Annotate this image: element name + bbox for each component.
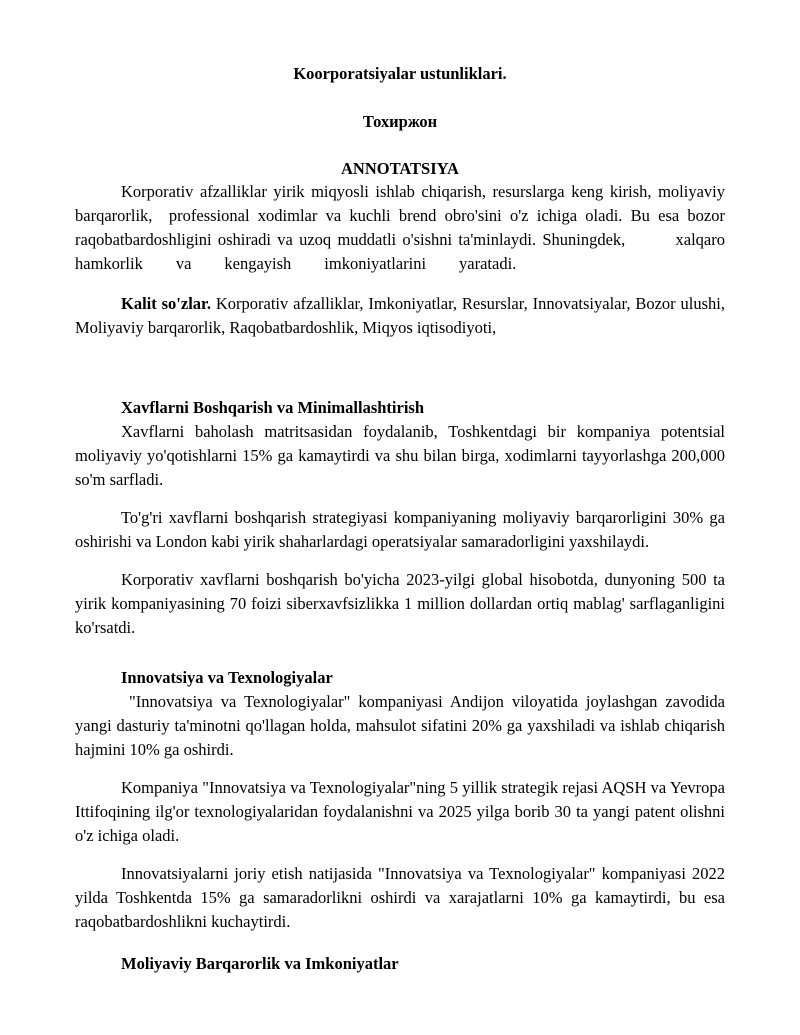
section-heading-risk: Xavflarni Boshqarish va Minimallashtirish: [121, 398, 425, 417]
section-innovation-paragraph-3: Innovatsiyalarni joriy etish natijasida "Innovatsiya va Texnologiyalar" kompaniyasi 2022 yilda Toshkentda 15% ga samaradorlikni oshirdi va xarajatlarni 10% ga kamaytirdi, bu esa raqobatbardoshlikni kuchaytirdi.: [75, 864, 725, 931]
section-innovation-paragraph-1: "Innovatsiya va Texnologiyalar" kompaniyasi Andijon viloyatida joylashgan zavodida yangi dasturiy ta'minotni qo'llagan holda, mahsulot sifatini 20% ga yaxshiladi va ishlab chiqarish hajmini 10% ga oshirdi.: [75, 692, 730, 759]
document-page: [75, 62, 758, 976]
section-risk-paragraph-2: To'g'ri xavflarni boshqarish strategiyasi kompaniyaning moliyaviy barqarorligini 30% ga oshirishi va London kabi yirik shaharlardagi operatsiyalar samaradorligini yaxshilaydi.: [75, 508, 725, 551]
annotation-heading: ANNOTATSIYA: [341, 159, 459, 178]
section-risk-paragraph-3: Korporativ xavflarni boshqarish bo'yicha 2023-yilgi global hisobotda, dunyoning 500 ta yirik kompaniyasining 70 foizi siberxavfsizlikka 1 million dollardan ortiq mablag' sarflaganligini ko'rsatdi.: [75, 570, 725, 637]
keywords-label: Kalit so'zlar.: [121, 294, 211, 313]
section-heading-innovation: Innovatsiya va Texnologiyalar: [121, 668, 333, 687]
section-risk-paragraph-1: Xavflarni baholash matritsasidan foydalanib, Toshkentdagi bir kompaniya potentsial moliyaviy yo'qotishlarni 15% ga kamaytirdi va shu bilan birga, xodimlarni tayyorlashga 200,000 so'm sarfladi.: [75, 422, 725, 489]
section-innovation-paragraph-2: Kompaniya "Innovatsiya va Texnologiyalar"ning 5 yillik strategik rejasi AQSH va Yevropa Ittifoqining ilg'or texnologiyalaridan foydalanishni va 2025 yilga borib 30 ta yangi patent olishni o'z ichiga oladi.: [75, 778, 725, 845]
section-heading-finance: Moliyaviy Barqarorlik va Imkoniyatlar: [121, 954, 399, 973]
keywords-text: Korporativ afzalliklar, Imkoniyatlar, Resurslar, Innovatsiyalar, Bozor ulushi, Moliyaviy barqarorlik, Raqobatbardoshlik, Miqyos iqtisodiyoti,: [75, 294, 725, 337]
keywords-paragraph: [75, 292, 725, 340]
annotation-text: Korporativ afzalliklar yirik miqyosli ishlab chiqarish, resurslarga keng kirish, moliyaviy barqarorlik, professional xodimlar va kuchli brend obro'sini o'z ichiga oladi. Bu esa bozor raqobatbardoshligini oshiradi va uzoq muddatli o'sishni ta'minlaydi. Shuningdek, xalqaro hamkorlik va kengayish imkoniyatlarini yaratadi.: [75, 182, 758, 273]
document-title: Koorporatsiyalar ustunliklari.: [293, 64, 507, 83]
author-name: Тохиржон: [362, 112, 438, 131]
